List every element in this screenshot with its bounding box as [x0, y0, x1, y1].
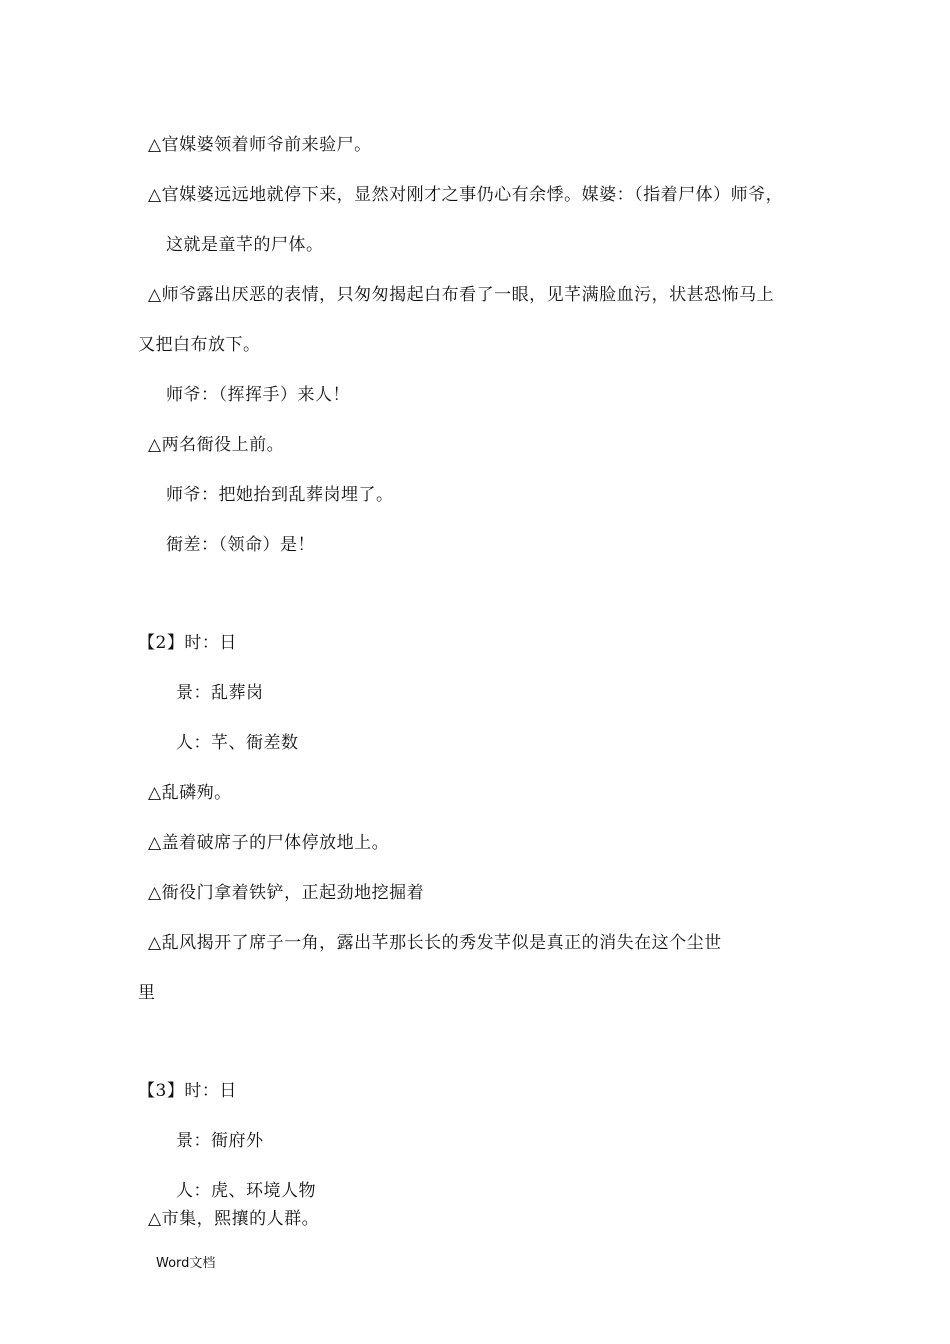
stage-direction: △官媒婆领着师爷前来验尸。: [148, 135, 372, 155]
scene-place: 景：衙府外: [176, 1131, 264, 1151]
stage-direction: △两名衙役上前。: [148, 435, 285, 455]
stage-direction: △乱风揭开了席子一角，露出芊那长长的秀发芊似是真正的消失在这个尘世: [148, 933, 722, 953]
stage-direction: △盖着破席子的尸体停放地上。: [148, 833, 390, 853]
stage-direction: △师爷露出厌恶的表情，只匆匆揭起白布看了一眼，见芊满脸血污，状甚恐怖马上: [148, 285, 775, 305]
scene-heading: 【2】时：日: [138, 633, 237, 653]
stage-direction-continuation: 里: [138, 983, 156, 1003]
scene-people: 人：虎、环境人物: [176, 1181, 316, 1201]
dialogue-line: 师爷：把她抬到乱葬岗埋了。: [166, 485, 394, 505]
stage-direction-continuation: 又把白布放下。: [138, 335, 261, 355]
scene-heading: 【3】时：日: [138, 1081, 237, 1101]
stage-direction: △乱磷殉。: [148, 783, 232, 803]
dialogue-line: 师爷：（挥挥手）来人！: [166, 385, 350, 405]
stage-direction: △市集，熙攘的人群。: [148, 1209, 320, 1229]
scene-place: 景：乱葬岗: [176, 683, 264, 703]
page-footer: Word文档: [156, 1256, 216, 1271]
dialogue-continuation: 这就是童芊的尸体。: [166, 235, 324, 255]
stage-direction: △衙役门拿着铁铲，正起劲地挖掘着: [148, 883, 425, 903]
stage-direction: △官媒婆远远地就停下来，显然对刚才之事仍心有余悸。媒婆：（指着尸体）师爷，: [148, 185, 784, 205]
dialogue-line: 衙差：（领命）是！: [166, 535, 315, 555]
scene-people: 人：芊、衙差数: [176, 733, 299, 753]
